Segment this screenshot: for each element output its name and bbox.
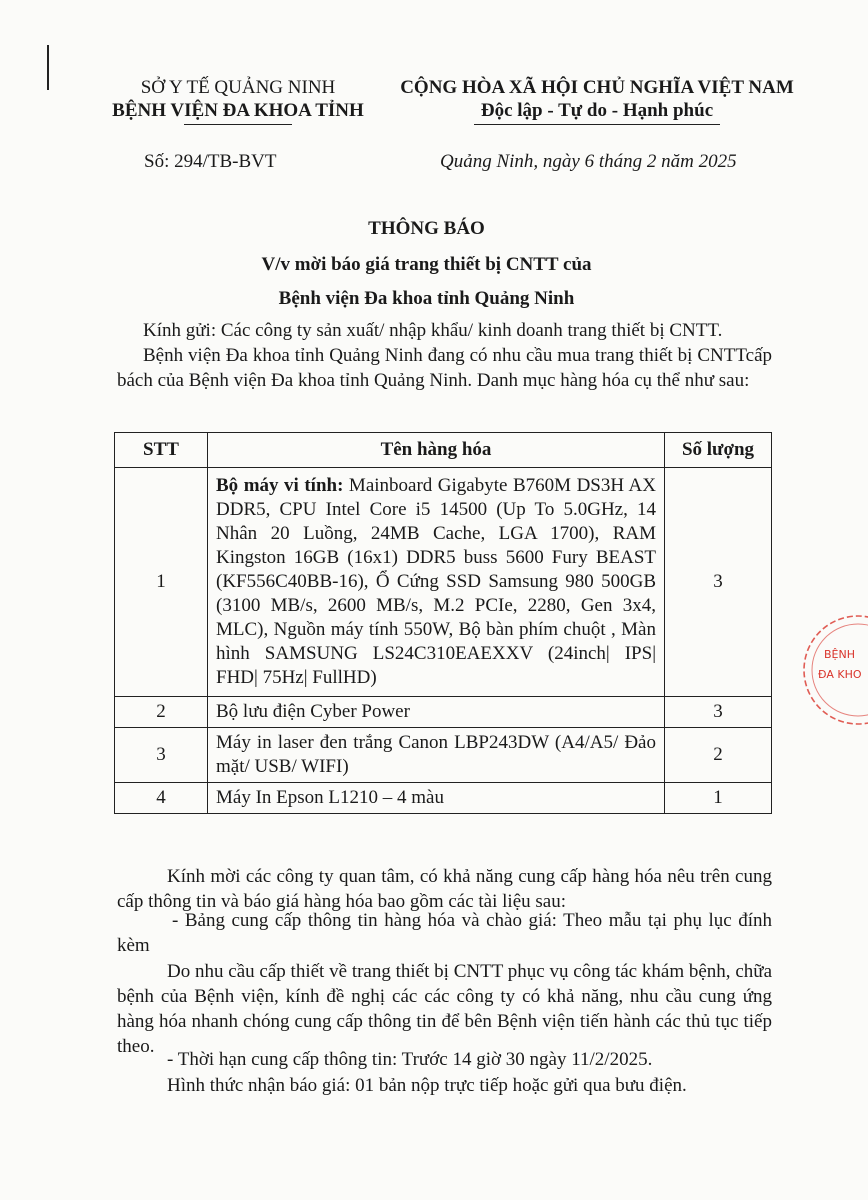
row-stt: 4: [115, 783, 208, 814]
recipients: Kính gửi: Các công ty sản xuất/ nhập khẩu/ kinh doanh trang thiết bị CNTT.: [143, 320, 723, 341]
row-stt: 3: [115, 728, 208, 783]
stamp-text-line1: BỆNH: [824, 648, 855, 661]
red-stamp: [798, 600, 868, 740]
motto: Độc lập - Tự do - Hạnh phúc: [480, 100, 714, 121]
national-motto: [382, 76, 812, 125]
row-name: Máy in laser đen trắng Canon LBP243DW (A4/A5/ Đảo mặt/ USB/ WIFI): [208, 728, 665, 783]
requirement-text: - Bảng cung cấp thông tin hàng hóa và chào giá: Theo mẫu tại phụ lục đính kèm: [117, 910, 772, 956]
document-subject-line2: Bệnh viện Đa khoa tỉnh Quảng Ninh: [278, 288, 575, 309]
row-stt: 2: [115, 697, 208, 728]
table-row: [115, 697, 772, 728]
stamp-text-line2: ĐA KHO: [818, 668, 862, 681]
document-subject-line1: V/v mời báo giá trang thiết bị CNTT của: [261, 254, 592, 275]
row-name: [208, 468, 665, 697]
row-qty: 3: [665, 468, 772, 697]
table-row: [115, 468, 772, 697]
row-qty: 2: [665, 728, 772, 783]
deadline-line: - Thời hạn cung cấp thông tin: Trước 14 giờ 30 ngày 11/2/2025.: [167, 1049, 653, 1070]
department-name: SỞ Y TẾ QUẢNG NINH: [140, 77, 336, 98]
document-title: THÔNG BÁO: [368, 218, 485, 239]
header-qty: Số lượng: [665, 433, 772, 468]
row-name-label: Bộ máy vi tính:: [216, 475, 344, 496]
row-name-text: Mainboard Gigabyte B760M DS3H AX DDR5, CPU Intel Core i5 14500 (Up To 5.0GHz, 14 Nhân 20 Luồng, 24MB Cache, LGA 1700), RAM Kingston 16GB (16x1) DDR5 buss 5600 Fury BEAST (KF556C40BB-16), Ổ Cứng SSD Samsung 980 500GB (3100 MB/s, 2600 MB/s, M.2 PCIe, 2280, Gen 3x4, MLC), Nguồn máy tính 550W, Bộ bàn phím chuột , Màn hình SAMSUNG LS24C310EAEXXV (24inch| IPS| FHD| 75Hz| FullHD): [216, 475, 656, 688]
urgency-paragraph: Do nhu cầu cấp thiết về trang thiết bị CNTT phục vụ công tác khám bệnh, chữa bệnh của Bệnh viện, kính đề nghị các các công ty có khả năng, nhu cầu cung ứng hàng hóa nhanh chóng cung cấp thông tin để bên Bệnh viện tiến hành các thủ tục tiếp theo.: [117, 961, 772, 1057]
place-date: Quảng Ninh, ngày 6 tháng 2 năm 2025: [440, 151, 737, 172]
requirement-item: [117, 908, 772, 958]
header-underline: [184, 124, 292, 125]
hospital-name: BỆNH VIỆN ĐA KHOA TỈNH: [112, 100, 364, 121]
country-name: CỘNG HÒA XÃ HỘI CHỦ NGHĨA VIỆT NAM: [400, 77, 794, 98]
document-number: Số: 294/TB-BVT: [144, 151, 277, 172]
row-name: Bộ lưu điện Cyber Power: [208, 697, 665, 728]
table-row: [115, 728, 772, 783]
header-name: Tên hàng hóa: [208, 433, 665, 468]
header-stt: STT: [115, 433, 208, 468]
row-qty: 3: [665, 697, 772, 728]
intro-paragraph: Bệnh viện Đa khoa tỉnh Quảng Ninh đang có nhu cầu mua trang thiết bị CNTTcấp bách của Bệnh viện Đa khoa tỉnh Quảng Ninh. Danh mục hàng hóa cụ thể như sau:: [117, 345, 772, 391]
margin-pen-mark: [47, 45, 49, 90]
table-header-row: [115, 433, 772, 468]
row-qty: 1: [665, 783, 772, 814]
motto-underline: [474, 124, 720, 125]
row-stt: 1: [115, 468, 208, 697]
submission-method: Hình thức nhận báo giá: 01 bản nộp trực tiếp hoặc gửi qua bưu điện.: [167, 1075, 687, 1096]
row-name: Máy In Epson L1210 – 4 màu: [208, 783, 665, 814]
goods-table: [114, 432, 772, 814]
issuing-organization: [88, 76, 388, 125]
invitation-paragraph: Kính mời các công ty quan tâm, có khả năng cung cấp hàng hóa nêu trên cung cấp thông tin và báo giá hàng hóa bao gồm các tài liệu sau:: [117, 866, 772, 912]
table-row: [115, 783, 772, 814]
